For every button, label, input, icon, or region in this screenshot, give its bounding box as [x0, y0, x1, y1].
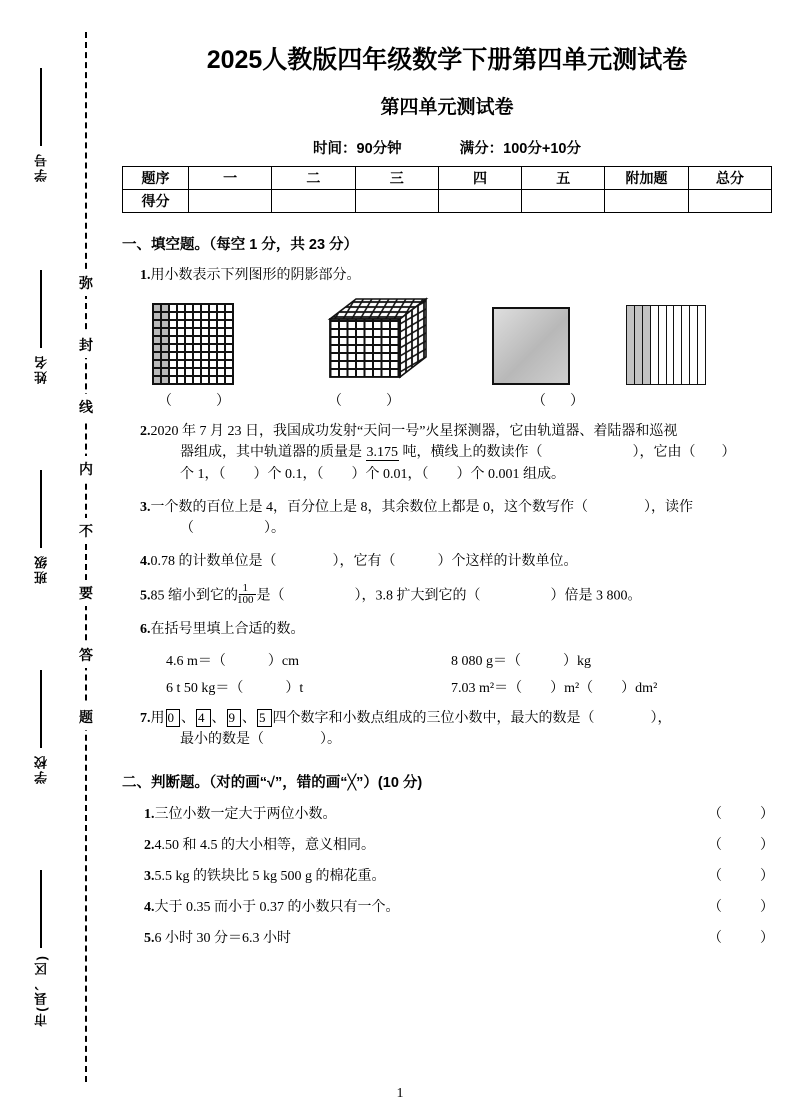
question-number: 6. — [140, 621, 151, 637]
paren-close: ） — [570, 393, 584, 409]
section-heading-true-false: 二、判断题。（对的画“√”，错的画“╳”）(10 分) — [122, 774, 423, 791]
digit-box-0: 0 — [166, 709, 181, 727]
seal-rule — [40, 68, 42, 146]
seal-field-label: 班级 — [33, 554, 49, 584]
score-cell[interactable] — [688, 190, 771, 213]
seal-field-label: 学号 — [33, 152, 49, 182]
question-number: 4. — [140, 554, 151, 570]
paren-close: ） — [216, 393, 230, 409]
tf-item-3 — [122, 865, 786, 885]
figure-cell-solid-square — [492, 307, 604, 410]
question-number: 5. — [140, 588, 151, 604]
tf-text — [144, 927, 708, 947]
paren-close: ） — [386, 393, 400, 409]
score-table-row-label: 得分 — [123, 190, 189, 213]
tf-statement: 6 小时 30 分＝6.3 小时 — [154, 930, 291, 946]
fraction-one-hundredth — [239, 583, 256, 607]
answer-blank-parens[interactable] — [532, 390, 584, 410]
page-subtitle: 第四单元测试卷 — [380, 97, 514, 118]
seal-sidebar — [0, 0, 100, 1118]
q5-text-b: 是（ ），3.8 扩大到它的（ ）倍是 3 800。 — [256, 588, 642, 604]
tf-answer-blank[interactable]: （ ） — [708, 930, 786, 946]
digit-box-1: 4 — [196, 709, 211, 727]
q7-prefix: 用 — [150, 710, 165, 726]
tf-statement: 5.5 kg 的铁块比 5 kg 500 g 的棉花重。 — [154, 868, 386, 884]
seal-field-label: 学校 — [33, 754, 49, 784]
seal-field-label: 姓名 — [33, 354, 49, 384]
question-2 — [122, 421, 772, 486]
question-1 — [122, 265, 772, 287]
exam-paper-body — [104, 0, 800, 1118]
hundred-grid-icon — [152, 303, 234, 385]
figure-cell-ten-strips — [626, 305, 738, 410]
table-row-headers — [123, 167, 772, 190]
score-table-col-header: 总分 — [688, 167, 771, 190]
seal-field-student-id — [18, 68, 64, 182]
question-text: 在括号里填上合适的数。 — [150, 621, 305, 637]
score-cell[interactable] — [272, 190, 355, 213]
question-number: 4. — [144, 899, 155, 915]
figure-cell-hundred-grid — [152, 303, 264, 410]
question-text-line1: 2020 年 7 月 23 日，我国成功发射“天问一号”火星探测器，它由轨道器、着陆器和巡视 — [150, 423, 678, 439]
conversion-row — [166, 650, 772, 670]
conversion-right[interactable]: 7.03 m²＝（ ）m²（ ）dm² — [451, 680, 658, 696]
tf-item-4 — [122, 896, 786, 916]
tf-text — [144, 834, 708, 854]
seal-rule — [40, 270, 42, 348]
conversion-right[interactable]: 8 080 g＝（ ）kg — [451, 653, 591, 669]
paren-open: （ — [532, 393, 546, 409]
seal-rule — [40, 870, 42, 948]
question-1-figures — [122, 297, 772, 410]
tf-text — [144, 865, 708, 885]
conversion-row — [166, 677, 772, 697]
tf-item-2 — [122, 834, 786, 854]
tf-item-1 — [122, 803, 786, 823]
question-number: 5. — [144, 930, 155, 946]
seal-rule — [40, 670, 42, 748]
seal-word: 答 — [77, 642, 95, 668]
solid-square-icon — [492, 307, 570, 385]
question-number: 3. — [144, 868, 155, 884]
tf-answer-blank[interactable]: （ ） — [708, 806, 786, 822]
conversion-left[interactable]: 6 t 50 kg＝（ ）t — [166, 680, 304, 696]
q2-text-c: ），它由（ — [632, 445, 696, 461]
question-6 — [122, 619, 772, 641]
seal-field-label: 市(县、区) — [33, 954, 49, 1027]
score-table-col-header: 二 — [272, 167, 355, 190]
section-heading-fill-in-blank: 一、填空题。（每空 1 分，共 23 分） — [122, 237, 359, 253]
figure-cell-thousand-cube — [322, 297, 434, 410]
q2-text-b: 吨，横线上的数读作（ — [399, 445, 543, 461]
digit-box-3: 5 — [257, 709, 272, 727]
question-7 — [122, 708, 772, 751]
exam-time-label: 时间：90分钟 — [313, 141, 402, 157]
score-table-col-header: 三 — [355, 167, 438, 190]
exam-fullscore-label: 满分：100分+10分 — [459, 141, 581, 157]
score-table-col-header: 四 — [438, 167, 521, 190]
tf-item-5 — [122, 927, 786, 947]
underlined-number: 3.175 — [366, 445, 398, 461]
q2-text-a: 器组成，其中轨道器的质量是 — [180, 445, 366, 461]
seal-rule — [40, 470, 42, 548]
seal-word: 题 — [77, 704, 95, 730]
question-text-line2: 最小的数是（ ）。 — [180, 732, 341, 748]
question-number: 1. — [144, 806, 155, 822]
fraction-denominator: 100 — [237, 594, 254, 607]
seal-word: 不 — [77, 518, 95, 544]
page-number: 1 — [396, 1086, 404, 1101]
question-text: 0.78 的计数单位是（ ），它有（ ）个这样的计数单位。 — [150, 554, 578, 570]
question-number: 3. — [140, 499, 151, 515]
thousand-cube-icon — [322, 297, 434, 385]
question-text-line3: 个 1，（ ）个 0.1，（ ）个 0.01，（ ）个 0.001 组成。 — [180, 467, 565, 483]
tf-text — [144, 896, 708, 916]
score-table-col-header: 附加题 — [605, 167, 688, 190]
seal-word: 内 — [77, 456, 95, 482]
separator: 、 — [211, 710, 226, 726]
q2-text-d: ） — [721, 445, 736, 461]
question-text: 用小数表示下列图形的阴影部分。 — [150, 268, 361, 283]
seal-field-name — [18, 270, 64, 384]
exam-meta-row — [122, 137, 772, 158]
paren-open: （ — [158, 393, 172, 409]
score-cell[interactable] — [605, 190, 688, 213]
ten-strips-icon — [626, 305, 706, 385]
seal-field-school — [18, 670, 64, 784]
score-table — [122, 166, 772, 213]
question-number: 2. — [144, 837, 155, 853]
seal-field-city — [18, 870, 64, 1027]
question-number: 7. — [140, 710, 151, 726]
seal-dash-column — [85, 32, 87, 1082]
question-text-line2: （ ）。 — [180, 521, 285, 537]
question-3 — [122, 497, 772, 540]
question-text-line2 — [144, 442, 772, 464]
digit-box-2: 9 — [227, 709, 242, 727]
question-number: 1. — [140, 268, 151, 283]
seal-word: 封 — [77, 332, 95, 358]
tf-answer-blank[interactable]: （ ） — [708, 868, 786, 884]
separator: 、 — [181, 710, 195, 726]
separator: 、 — [242, 710, 256, 726]
question-number: 2. — [140, 423, 151, 439]
question-4 — [122, 551, 772, 573]
paren-open: （ — [328, 393, 342, 409]
tf-statement: 4.50 和 4.5 的大小相等，意义相同。 — [154, 837, 375, 853]
q7-tail: 四个数字和小数点组成的三位小数中，最大的数是（ ）， — [272, 710, 672, 726]
conversion-left[interactable]: 4.6 m＝（ ）cm — [166, 653, 299, 669]
tf-text — [144, 803, 708, 823]
score-cell[interactable] — [355, 190, 438, 213]
seal-word: 要 — [77, 580, 95, 606]
tf-answer-blank[interactable]: （ ） — [708, 837, 786, 853]
answer-blank-parens[interactable] — [328, 390, 400, 410]
seal-dashed-line — [76, 32, 96, 1082]
fraction-numerator: 1 — [239, 583, 256, 596]
question-5 — [122, 581, 772, 608]
tf-answer-blank[interactable]: （ ） — [708, 899, 786, 915]
score-cell[interactable] — [189, 190, 272, 213]
score-table-col-header: 五 — [522, 167, 605, 190]
score-cell[interactable] — [522, 190, 605, 213]
tf-statement: 大于 0.35 而小于 0.37 的小数只有一个。 — [154, 899, 400, 915]
score-table-col-header: 一 — [189, 167, 272, 190]
question-6-conversions — [122, 650, 772, 697]
tf-statement: 三位小数一定大于两位小数。 — [154, 806, 337, 822]
seal-word: 线 — [77, 394, 95, 420]
page-title: 2025人教版四年级数学下册第四单元测试卷 — [206, 46, 688, 74]
score-cell[interactable] — [438, 190, 521, 213]
seal-field-class — [18, 470, 64, 584]
q5-text-a: 85 缩小到它的 — [150, 588, 238, 604]
question-text-line1: 一个数的百位上是 4，百分位上是 8，其余数位上都是 0，这个数写作（ ），读作 — [150, 499, 693, 515]
seal-word: 弥 — [77, 270, 95, 296]
table-row-scores — [123, 190, 772, 213]
score-table-row-label: 题序 — [123, 167, 189, 190]
answer-blank-parens[interactable] — [158, 390, 230, 410]
